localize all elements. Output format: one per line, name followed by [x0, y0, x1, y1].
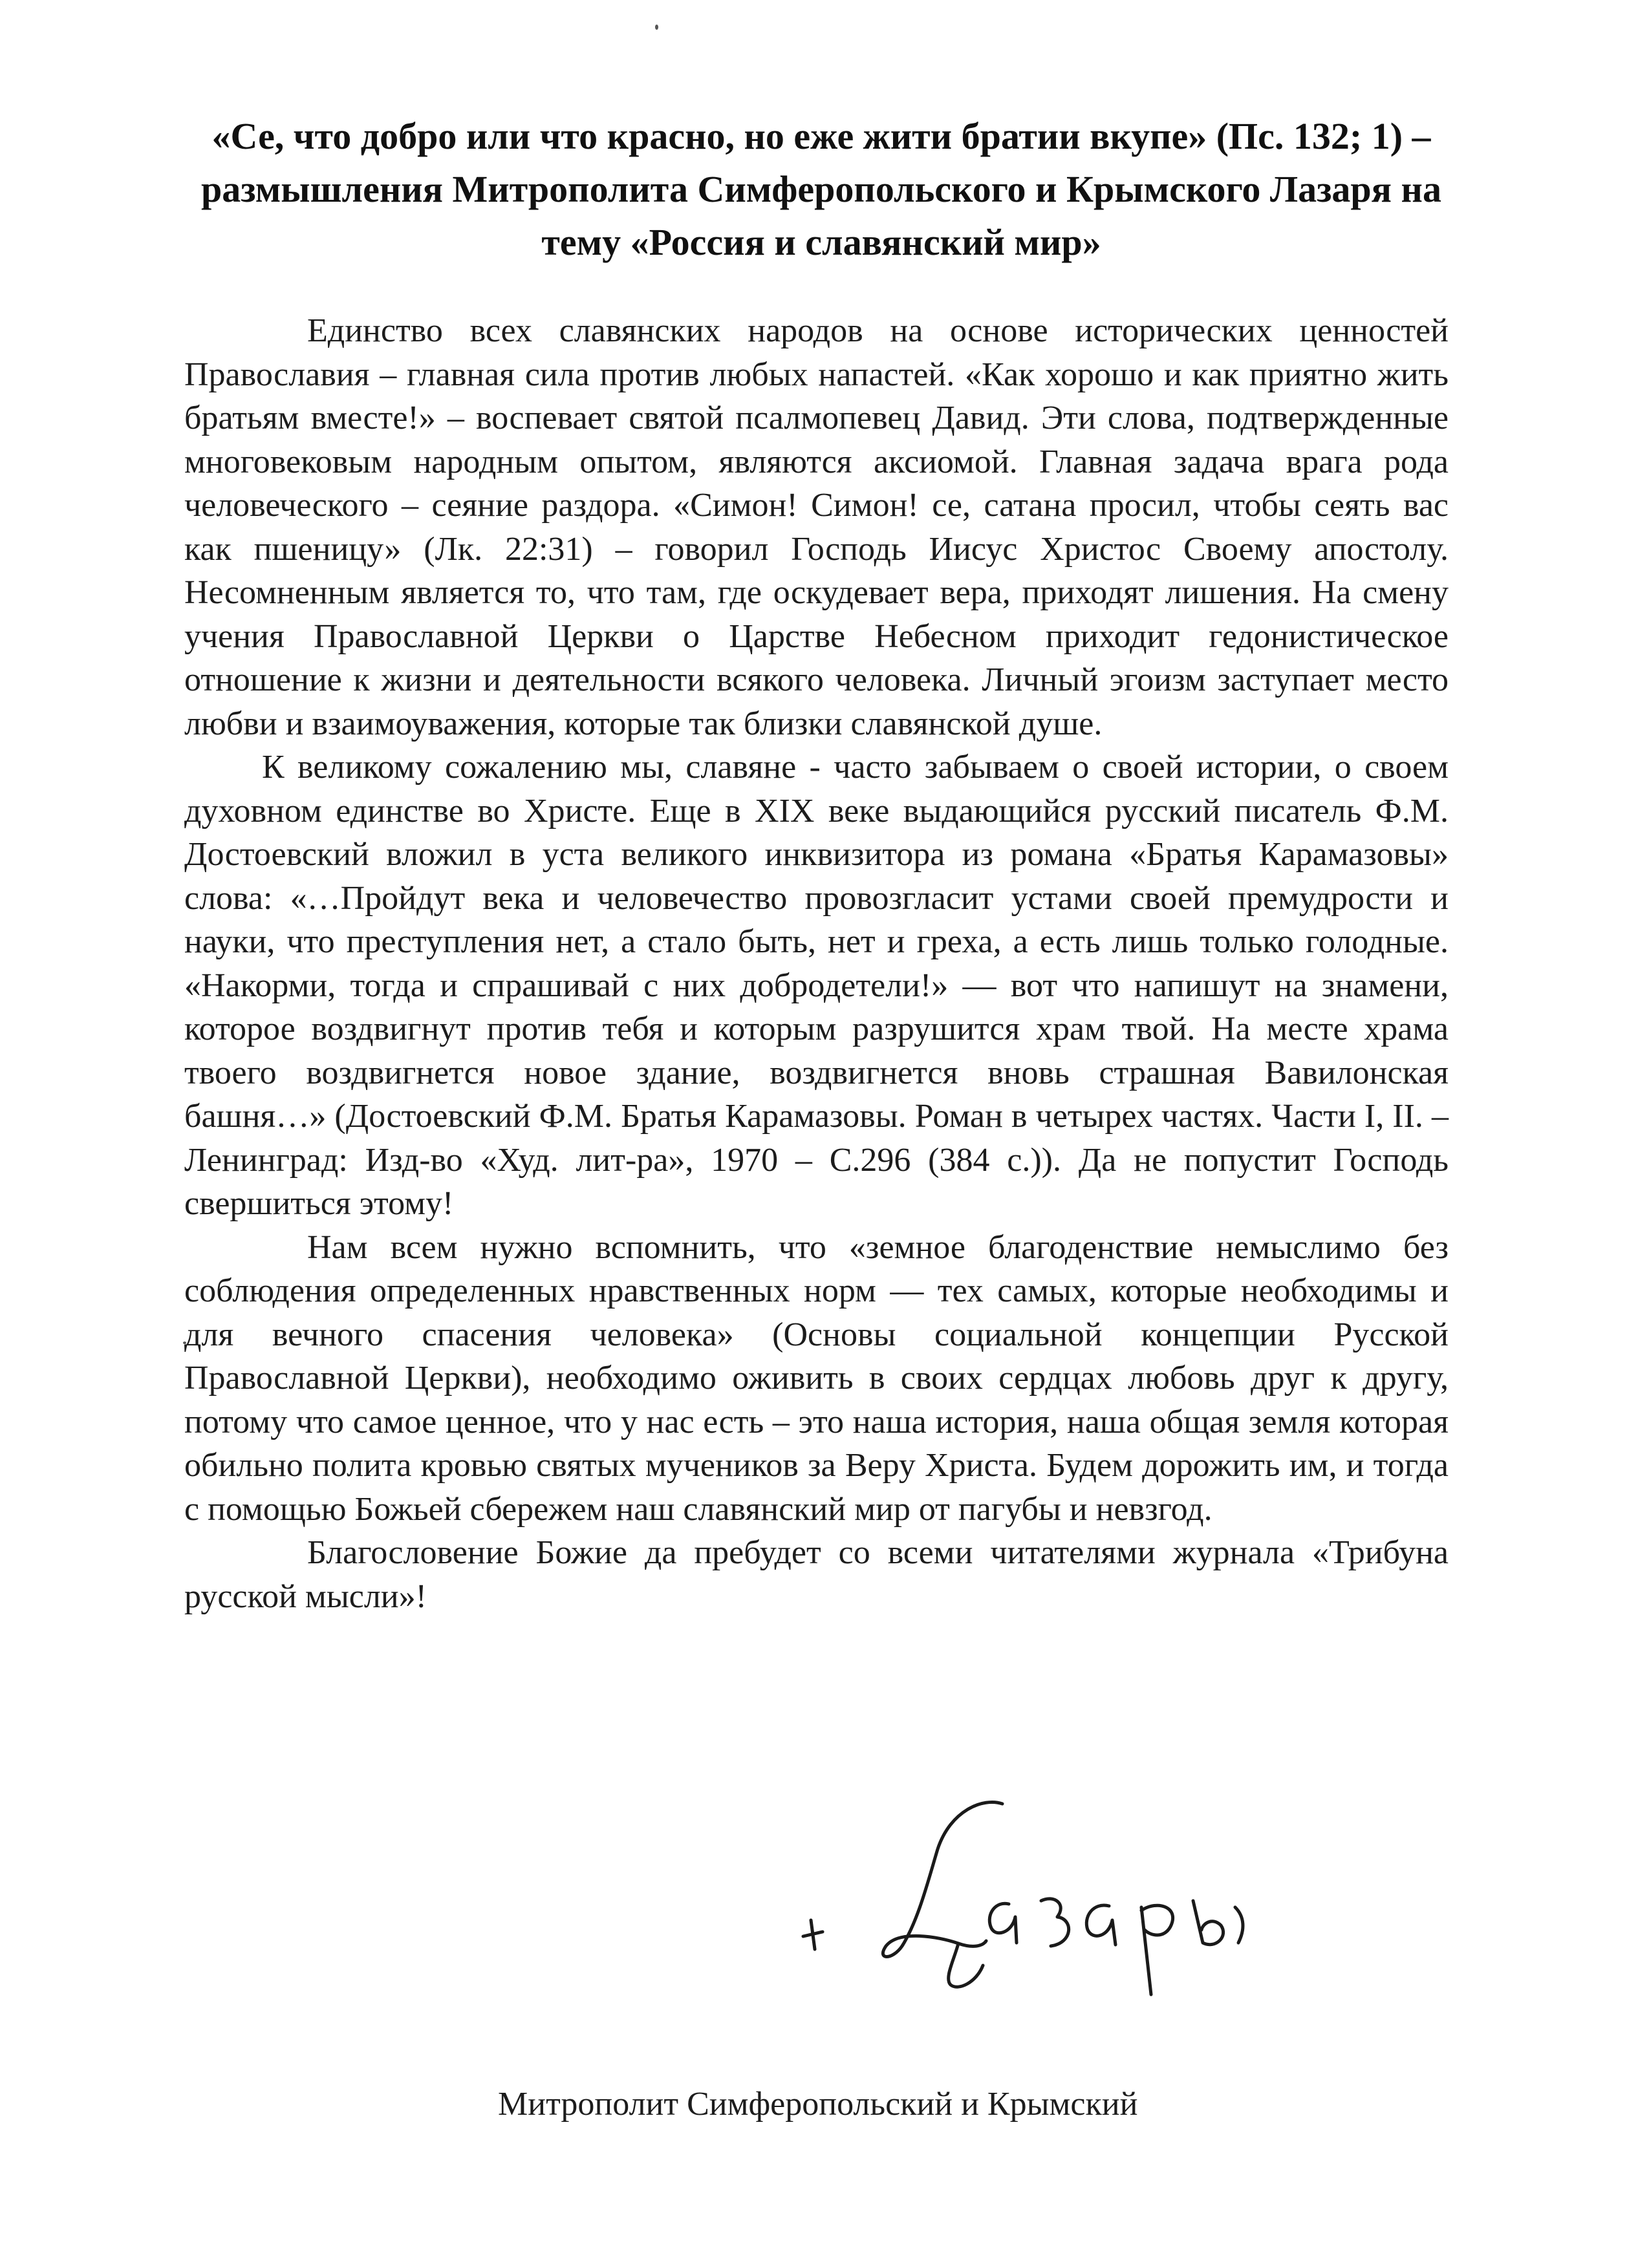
- article-title: «Се, что добро или что красно, но еже жити братии вкупе» (Пс. 132; 1) – размышления Митрополита Симферопольского и Крымского Лазаря на тему «Россия и славянский мир»: [201, 115, 1441, 263]
- paragraph: Нам всем нужно вспомнить, что «земное благоденствие немыслимо без соблюдения определенных нравственных норм — тех самых, которые необходимы и для вечного спасения человека» (Основы социальной концепции Русской Православной Церкви), необходимо оживить в своих сердцах любовь друг к другу, потому что самое ценное, что у нас есть – это наша история, наша общая земля которая обильно полита кровью святых мучеников за Веру Христа. Будем дорожить им, и тогда с помощью Божьей сбережем наш славянский мир от пагубы и невзгод.: [184, 1228, 1449, 1528]
- paragraph: К великому сожалению мы, славяне - часто забываем о своей истории, о своем духовном единстве во Христе. Еще в XIX веке выдающийся русский писатель Ф.М. Достоевский вложил в уста великого инквизитора из романа «Братья Карамазовы» слова: «…Пройдут века и человечество провозгласит устами своей премудрости и науки, что преступления нет, а стало быть, нет и греха, а есть лишь только голодные. «Накорми, тогда и спрашивай с них добродетели!» — вот что напишут на знамени, которое воздвигнут против тебя и которым разрушится храм твой. На месте храма твоего воздвигнется новое здание, воздвигнется вновь страшная Вавилонская башня…» (Достоевский Ф.М. Братья Карамазовы. Роман в четырех частях. Части I, II. – Ленинград: Изд-во «Худ. лит-ра», 1970 – С.296 (384 с.)). Да не попустит Господь свершиться этому!: [184, 749, 1449, 1222]
- article-body: [184, 309, 1449, 1618]
- signer-title: Митрополит Симферопольский и Крымский: [498, 2086, 1138, 2123]
- scan-speck: [655, 25, 658, 30]
- paragraph: Благословение Божие да пребудет со всеми читателями журнала «Трибуна русской мысли»!: [184, 1534, 1449, 1615]
- handwritten-signature: [789, 1791, 1280, 2004]
- paragraph: Единство всех славянских народов на основе исторических ценностей Православия – главная сила против любых напастей. «Как хорошо и как приятно жить братьям вместе!» – воспевает святой псалмопевец Давид. Эти слова, подтвержденные многовековым народным опытом, являются аксиомой. Главная задача врага рода человеческого – сеяние раздора. «Симон! Симон! се, сатана просил, чтобы сеять вас как пшеницу» (Лк. 22:31) – говорил Господь Иисус Христос Своему апостолу. Несомненным является то, что там, где оскудевает вера, приходят лишения. На смену учения Православной Церкви о Царстве Небесном приходит гедонистическое отношение к жизни и деятельности всякого человека. Личный эгоизм заступает место любви и взаимоуважения, которые так близки славянской душе.: [184, 312, 1449, 742]
